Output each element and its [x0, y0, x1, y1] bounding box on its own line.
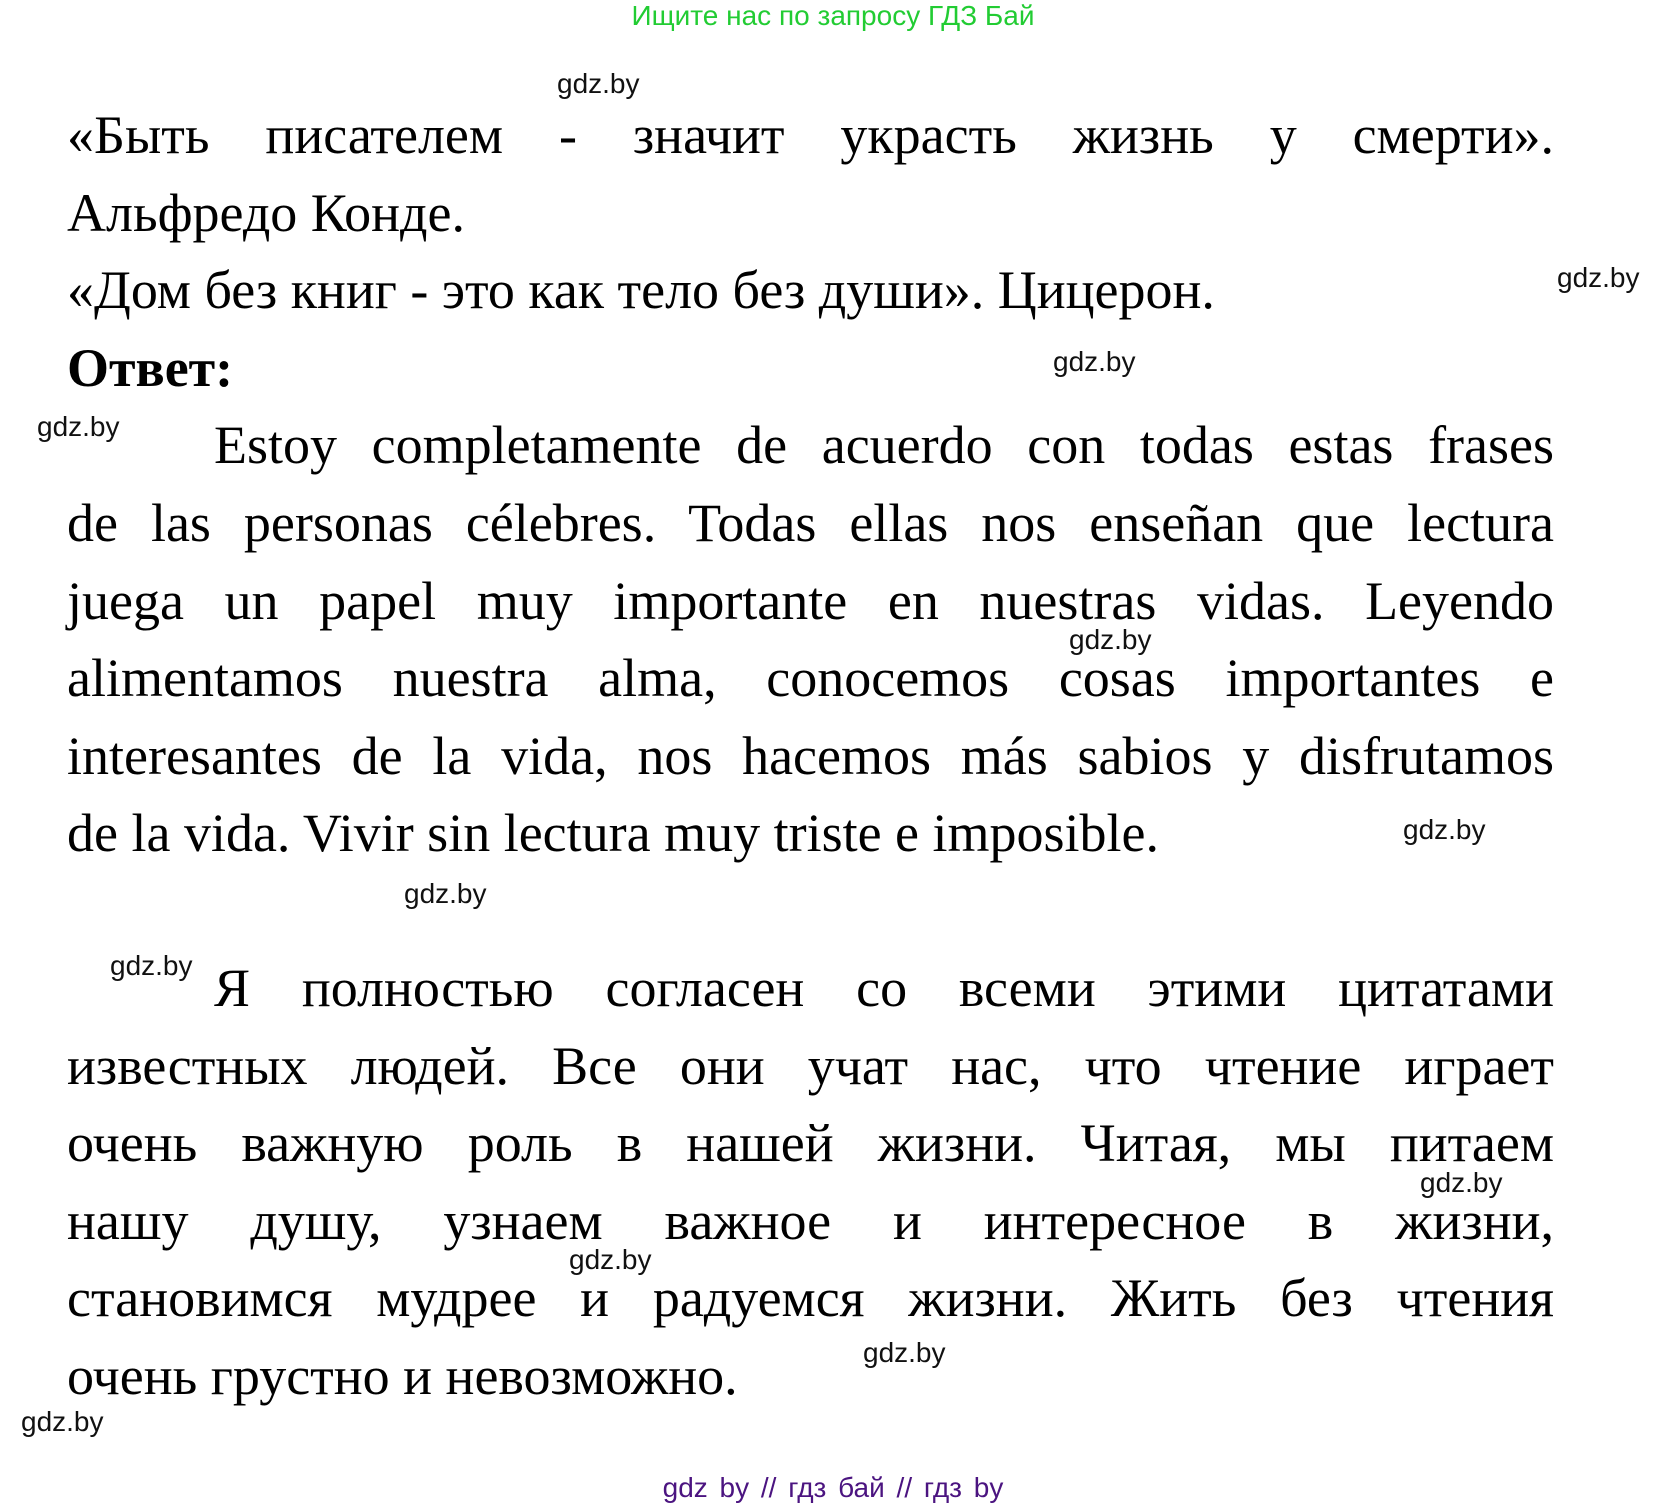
spanish-line: interesantes de la vida, nos hacemos más sabios y disfrutamos: [67, 725, 1554, 786]
watermark: gdz.by: [557, 68, 640, 99]
watermark: gdz.by: [21, 1406, 104, 1437]
quote-line: Альфредо Конде.: [67, 182, 465, 243]
answer-label: Ответ:: [67, 337, 234, 398]
russian-line: очень грустно и невозможно.: [67, 1345, 738, 1406]
russian-paragraph: [67, 950, 1554, 1416]
watermark: gdz.by: [1053, 346, 1136, 377]
russian-line: становимся мудрее и радуемся жизни. Жить без чтения: [67, 1268, 1554, 1329]
russian-line: Я полностью согласен со всеми этими цитатами: [214, 958, 1554, 1018]
header-banner: Ищите нас по запросу ГДЗ Бай: [631, 0, 1035, 31]
watermark: gdz.by: [1069, 624, 1152, 655]
watermark: gdz.by: [37, 411, 120, 442]
watermark: gdz.by: [569, 1244, 652, 1275]
quote-line: «Быть писателем - значит украсть жизнь у смерти».: [67, 105, 1554, 165]
watermark: gdz.by: [863, 1337, 946, 1368]
russian-line: нашу душу, узнаем важное и интересное в жизни,: [67, 1190, 1554, 1251]
watermark: gdz.by: [1557, 262, 1640, 293]
watermark: gdz.by: [1420, 1167, 1503, 1198]
spanish-line: Estoy completamente de acuerdo con todas estas frases: [214, 415, 1554, 476]
spanish-line: alimentamos nuestra alma, conocemos cosas importantes e: [67, 648, 1554, 709]
footer-banner: gdz by // гдз бай // гдз by: [662, 1472, 1004, 1503]
watermark: gdz.by: [110, 950, 193, 981]
russian-line: известных людей. Все они учат нас, что чтение играет: [67, 1035, 1554, 1096]
main-text: [67, 97, 1554, 873]
spanish-line: de las personas célebres. Todas ellas nos enseñan que lectura: [67, 492, 1554, 553]
spanish-line: juega un papel muy importante en nuestras vidas. Leyendo: [67, 570, 1554, 631]
spanish-line: de la vida. Vivir sin lectura muy triste e imposible.: [67, 803, 1160, 864]
quote-line: «Дом без книг - это как тело без души». Цицерон.: [67, 260, 1215, 321]
russian-line: очень важную роль в нашей жизни. Читая, мы питаем: [67, 1113, 1554, 1174]
watermark: gdz.by: [404, 878, 487, 909]
watermark: gdz.by: [1403, 814, 1486, 845]
